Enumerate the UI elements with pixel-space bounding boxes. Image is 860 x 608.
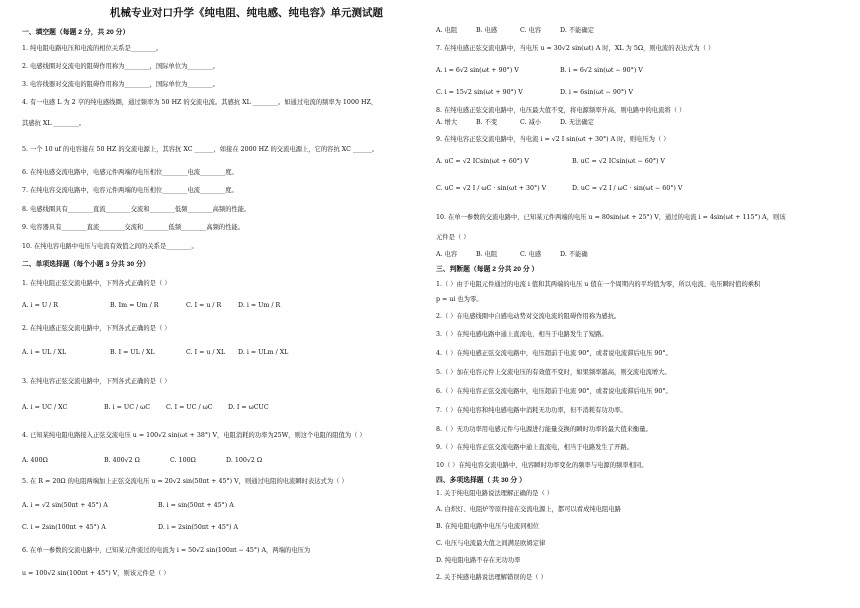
option: C. 减小 (520, 119, 542, 126)
question: 6.（ ）在纯电容正弦交流电路中，电压超前于电流 90°，或者说电流滞后电压 90°。 (436, 388, 672, 395)
option: A. i = U / R (22, 302, 59, 309)
option: A. 增大 (436, 119, 458, 126)
question: 4. 已知某纯电阻电路接入正弦交流电压 u = 100√2 sin(ωt + 38°) V，电阻消耗的功率为25W，则这个电阻的阻值为（ ） (22, 432, 366, 439)
question: 8. 电感线圈具有________直流________交流和________低频________高频的性能。 (22, 206, 251, 213)
option: B. i = UC / ωC (104, 404, 151, 411)
option: B. 电阻 (476, 251, 498, 258)
question: 2. 电感线圈对交流电的阻碍作用称为________，国际单位为________。 (22, 63, 219, 70)
question: 3.（ ）在纯电感电路中通上直流电，相当于电路发生了短路。 (436, 331, 608, 338)
question: 4. 有一电感 L 为 2 亨的纯电感线圈，通过频率为 50 HZ 的交流电流。其感抗 XL ________。如通过电流的频率为 1000 HZ， (22, 99, 378, 106)
option: C. 电容 (520, 27, 542, 34)
option: B. 400√2 Ω (104, 457, 140, 464)
section-true-false: 三、判断题（每题 2 分共 20 分 ） (436, 266, 539, 273)
question-continued: p = ui 也为零。 (436, 296, 483, 303)
option: B. 不变 (476, 119, 498, 126)
option: C. uC = √2 I / ωC · sin(ωt + 30°) V (436, 185, 547, 192)
option: B. uC = √2 ICsin(ωt − 60°) V (572, 158, 665, 165)
question: 7. 在纯电感正弦交流电路中，当电压 u = 30√2 sin(ωt) A 时，XL 为 5Ω，则电流的表达式为（ ） (436, 45, 715, 52)
option: B. Im = Um / R (110, 302, 159, 309)
question: 10. 在单一参数的交流电路中，已知某元件两端的电压 u = 80sin(ωt + 25°) V，通过的电流 i = 4sin(ωt + 115°) A，则该 (436, 214, 786, 221)
question: 7.（ ）在纯电容和纯电感电路中消耗无功功率，但不消耗有功功率。 (436, 407, 627, 414)
question: 6. 在单一参数的交流电路中，已知某元件流过的电流为 i = 50√2 sin(100πt − 45°) A，两端的电压为 (22, 547, 311, 554)
question: 10（ ）在纯电容交流电路中，电容瞬时功率变化的频率与电源的频率相同。 (436, 462, 648, 469)
option: B. 电感 (476, 27, 498, 34)
question: 9. 电容器具有________直流________交流和________低频________高频的性能。 (22, 224, 245, 231)
option: A. i = UL / XL (22, 349, 67, 356)
option: D. uC = √2 I / ωC · sin(ωt − 60°) V (572, 185, 683, 192)
option: B. i = sin(50πt + 45°) A (158, 502, 234, 509)
question: 2.（ ）在电感线圈中自感电动势对交流电流的阻碍作用称为感抗。 (436, 313, 621, 320)
option: A. i = √2 sin(50πt + 45°) A (22, 502, 108, 509)
question: 1. 在纯电阻正弦交流电路中，下列各式正确的是（ ） (22, 280, 171, 287)
option: D. i = Um / R (238, 302, 281, 309)
question: 6. 在纯电感交流电路中，电感元件两端的电压相位________电流________度。 (22, 169, 238, 176)
section-multi-choice: 四、多项选择题（ 共 30 分 ） (436, 477, 526, 484)
question-continued: u = 100√2 sin(100πt + 45°) V，则该元件是（ ） (22, 570, 170, 577)
exam-title: 机械专业对口升学《纯电阻、纯电感、纯电容》单元测试题 (110, 7, 383, 19)
option: A. uC = √2 ICsin(ωt + 60°) V (436, 158, 529, 165)
question: 1.（ ）由于电阻元件通过的电流 i 值和其两端的电压 u 值在一个周期内的平均值为零，所以电流、电压瞬时值的乘积 (436, 281, 761, 288)
question: 5. 一个 10 uf 的电容接在 50 HZ 的交流电源上，其容抗 XC ______，如接在 2000 HZ 的交流电源上，它的容抗 XC ______。 (22, 146, 379, 153)
option: C. 电压与电流最大值之间满足欧姆定律 (436, 540, 546, 547)
question: 10. 在纯电容电路中电压与电流有效值之间的关系是________。 (22, 243, 198, 250)
option: C. I = u / XL (186, 349, 226, 356)
section-single-choice: 二、单项选择题（每个小题 3 分共 30 分） (22, 261, 150, 268)
question: 3. 在纯电容正弦交流电路中，下列各式正确的是（ ） (22, 378, 171, 385)
question: 4.（ ）在纯电感正弦交流电路中，电压超前于电流 90°，或者说电流滞后电压 90°。 (436, 350, 672, 357)
question: 1. 纯电阻电路电压和电流的相位关系是________。 (22, 45, 163, 52)
question: 8.（ ）无功功率用电感元件与电源进行能量交换的瞬时功率的最大值来衡量。 (436, 426, 652, 433)
question: 2. 关于纯感电路说法理解错误的是（ ） (436, 574, 547, 581)
question: 9. 在纯电容正弦交流电路中，当电流 i = √2 I sin(ωt + 30°) A 时，则电压为（ ） (436, 136, 670, 143)
option: D. 无法确定 (560, 119, 595, 126)
option: A. i = 6√2 sin(ωt + 90°) V (436, 67, 519, 74)
option: C. i = 15√2 sin(ωt + 90°) V (436, 89, 523, 96)
option: D. 不能确定 (560, 27, 595, 34)
option: A. 白炽灯、电阻炉等原件接在交流电源上，都可以看成纯电阻电路 (436, 506, 621, 513)
option: C. 100Ω (170, 457, 196, 464)
option: D. 不能确 (560, 251, 588, 258)
option: C. I = UC / ωC (166, 404, 213, 411)
option: C. I = u / R (186, 302, 222, 309)
option: A. 400Ω (22, 457, 48, 464)
question: 7. 在纯电容交流电路中，电容元件两端的电压相位________电流________度。 (22, 187, 238, 194)
question: 8. 在纯电感正弦交流电路中，电压最大值不变，将电源频率升高，则电路中的电流将（ ） (436, 107, 686, 114)
question: 5. 在 R = 20Ω 的电阻两端加上正弦交流电压 u = 20√2 sin(50πt + 45°) V，则通过电阻的电流瞬时表达式为（ ） (22, 478, 348, 485)
option: A. 电容 (436, 251, 458, 258)
section-fill-blank: 一、填空题（每题 2 分，共 20 分） (22, 29, 130, 36)
question: 1. 关于纯电阻电路说法理解正确的是（ ） (436, 490, 554, 497)
option: D. i = 6sin(ωt − 90°) V (560, 89, 633, 96)
option: B. i = 6√2 sin(ωt − 90°) V (560, 67, 643, 74)
option: D. i = ULm / XL (238, 349, 289, 356)
option: D. i = 2sin(50πt + 45°) A (158, 524, 239, 531)
option: B. I = UL / XL (110, 349, 155, 356)
option: C. i = 2sin(100πt + 45°) A (22, 524, 106, 531)
option: A. 电阻 (436, 27, 458, 34)
option: B. 在纯电阻电路中电压与电流同相位 (436, 523, 540, 530)
question: 2. 在纯电感正弦交流电路中，下列各式正确的是（ ） (22, 325, 171, 332)
option: D. 纯电阻电路不存在无功功率 (436, 557, 521, 564)
option: A. i = UC / XC (22, 404, 68, 411)
question: 9.（ ）在纯电容正弦交流电路中通上直流电，相当于电路发生了开路。 (436, 444, 633, 451)
option: D. I = ωCUC (228, 404, 269, 411)
question: 5.（ ）加在电容元件上交流电压的有效值不变时，如果频率越高，则交流电流增大。 (436, 369, 671, 376)
option: D. 100√2 Ω (226, 457, 263, 464)
question-continued: 元件是（ ） (436, 234, 470, 241)
question: 3. 电容线器对交流电的阻碍作用称为________，国际单位为________。 (22, 81, 219, 88)
question-continued: 其感抗 XL ________。 (22, 120, 86, 127)
option: C. 电感 (520, 251, 542, 258)
